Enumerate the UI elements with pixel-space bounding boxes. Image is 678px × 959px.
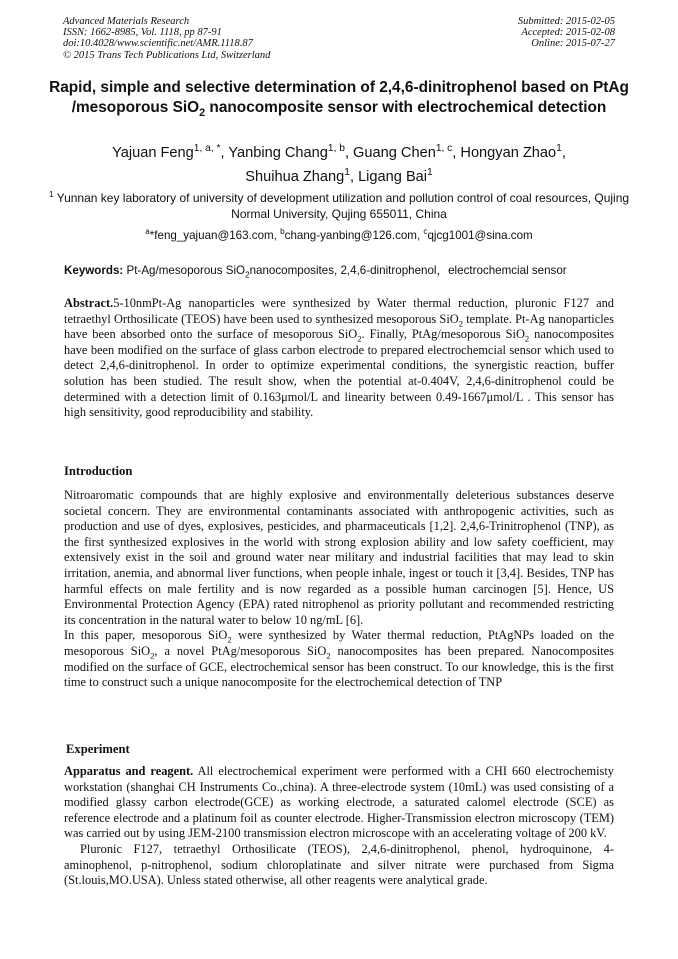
introduction-body [64, 488, 614, 691]
experiment-heading: Experiment [66, 742, 130, 756]
keywords-label: Keywords: [64, 264, 124, 277]
keywords: Keywords: Pt-Ag/mesoporous SiO$_2$nanocomposites, 2,4,6-dinitrophenol，electrochemcial sensor [64, 264, 567, 280]
author: Ligang Bai [358, 169, 428, 185]
author: Hongyan Zhao [460, 145, 557, 161]
email-link[interactable]: *feng_yajuan@163.com, [149, 229, 281, 242]
journal-header-left [63, 16, 270, 61]
author: Yanbing Chang [228, 145, 328, 161]
paragraph: Pluronic F127, tetraethyl Orthosilicate (TEOS), 2,4,6-dinitrophenol, phenol, hydroquinone, 4-aminophenol, p-nitrophenol, sodium chloroplatinate and silver nitrate were purchased from Sigma (St.louis,MO.USA). Unless stated otherwise, all other reagents were analytical grade. [64, 841, 614, 888]
accepted-date: Accepted: 2015-02-08 [521, 27, 615, 39]
doi-line: doi:10.4028/www.scientific.net/AMR.1118.87 [63, 38, 253, 50]
journal-header-right [518, 16, 615, 50]
abstract-label: Abstract. [64, 296, 114, 310]
author-list: Yajuan Feng$^{1, a, *}$, Yanbing Chang$^{1, b}$, Guang Chen$^{1, c}$, Hongyan Zhao$^1$, Shuihua Zhang$^1$, Ligang Bai$^1$ [112, 143, 566, 185]
copyright-line: © 2015 Trans Tech Publications Ltd, Switzerland [63, 49, 271, 61]
paragraph: Nitroaromatic compounds that are highly explosive and environmentally deleterious substances deserve societal concern. They are environmental contaminants associated with anthropogenic activities, such as production and use of dyes, explosives, pesticides, and pharmaceuticals [1,2]. 2,4,6-Trinitrophenol (TNP), as the first synthesized explosives in the world with strong explosion ability and low safety coefficient, may extensively exist in the soil and ground water near military and industrial facilities that may lead to skin irritation, anemia, and abnormal liver functions, when people inhale, ingest or touch it [3,4]. Besides, TNP has harmful effects on male fertility and is now regarded as a possible human carcinogen [5]. Hence, US Environmental Protection Agency (EPA) rated nitrophenol as priority pollutant and recommended restricting its concentration in the natural water to below 10 ng/mL [6]. [64, 488, 614, 627]
abstract: Abstract.5-10nmPt-Ag nanoparticles were synthesized by Water thermal reduction, pluronic F127 and tetraethyl Orthosilicate (TEOS) have been used to synthesized mesoporous SiO$_2$ template. Pt-Ag nanoparticles have been absorbed onto the surface of mesoporous SiO$_2$. Finally, PtAg/mesoporous SiO$_2$ nanocomposites have been modified on the surface of glass carbon electrode to prepared electrochemcial sensor which used to detect 2,4,6-dinitrophenol. In order to optimize experimental conditions, the synergistic reaction, buffer solution has been studied. The result show, when the potential at-0.404V, 2,4,6-dinitrophenol could be determined with a detection limit of 0.163μmol/L and linearity between 0.49-1667μmol/L . This sensor has high sensitivity, good reproducibility and stability. [64, 296, 614, 420]
author-emails: $^a$*feng_yajuan@163.com, $^b$chang-yanbing@126.com, $^c$qjcg1001@sina.com [145, 227, 533, 242]
online-date: Online: 2015-07-27 [531, 38, 615, 50]
paragraph: In this paper, mesoporous SiO$_2$ were synthesized by Water thermal reduction, PtAgNPs loaded on the mesoporous SiO$_2$, a novel PtAg/mesoporous SiO$_2$ nanocomposites has been prepared. Nanocomposites modified on the surface of GCE, electrochemical sensor has been construct. To our knowledge, this is the first time to construct such a unique nanocomposite for the electrochemical detection of TNP [64, 628, 614, 690]
email-link[interactable]: chang-yanbing@126.com, [284, 229, 424, 242]
issn-line: ISSN: 1662-8985, Vol. 1118, pp 87-91 [63, 27, 222, 39]
email-link[interactable]: qjcg1001@sina.com [427, 229, 533, 242]
subsection-label: Apparatus and reagent. [64, 764, 194, 778]
author: Shuihua Zhang [245, 169, 345, 185]
author: Guang Chen [353, 145, 436, 161]
journal-name: Advanced Materials Research [63, 16, 190, 27]
paper-title: Rapid, simple and selective determination of 2,4,6-dinitrophenol based on PtAg /mesoporous SiO$_2$ nanocomposite sensor with electrochemical detection [49, 79, 629, 119]
submitted-date: Submitted: 2015-02-05 [517, 16, 615, 27]
author: Yajuan Feng [112, 145, 194, 161]
introduction-heading: Introduction [64, 464, 133, 478]
affiliation: $^1$ Yunnan key laboratory of university of development utilization and pollution control of coal resources, Qujing Normal University, Qujing 655011, China [48, 189, 630, 221]
paragraph: Apparatus and reagent. All electrochemical experiment were performed with a CHI 660 electrochemisty workstation (shanghai CH Instruments Co.,china). A three-electrode system (10mL) was used consisting of a modified glassy carbon electrode(GCE) as working electrode, a saturated calomel electrode (SCE) as reference electrode and a platinum foil as counter electrode. Higher-Transmission electron microscopy (TEM) was carried out by using JEM-2100 transmission electron microscope with an accelerating voltage of 200 kV. [64, 764, 614, 841]
experiment-body [64, 764, 614, 889]
